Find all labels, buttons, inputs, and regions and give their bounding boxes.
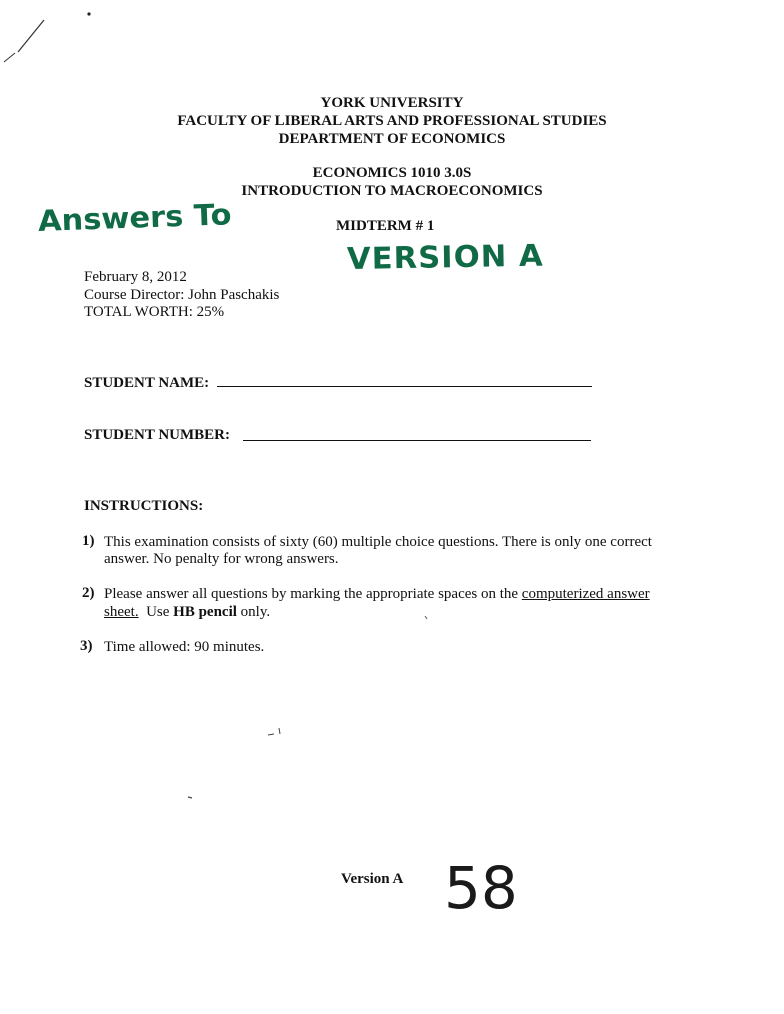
instructions-heading: INSTRUCTIONS:	[84, 498, 204, 514]
hb-pencil-text: HB pencil	[173, 604, 237, 620]
handwritten-version-label: VERSION A	[346, 238, 544, 277]
instruction-text-1b: answer. No penalty for wrong answers.	[104, 551, 339, 567]
course-director: Course Director: John Paschakis	[84, 287, 280, 303]
version-label: Version A	[341, 871, 404, 887]
instruction-text-2b-pre: Use	[138, 604, 174, 620]
stray-pen-mark	[0, 0, 120, 70]
total-worth: TOTAL WORTH: 25%	[84, 304, 225, 320]
instruction-text-1a: This examination consists of sixty (60) multiple choice questions. There is only one correct	[104, 534, 652, 550]
score-text: 58	[444, 854, 518, 922]
handwritten-answers-to: Answers To	[37, 197, 233, 238]
student-name-field[interactable]	[217, 386, 592, 387]
student-number-field[interactable]	[243, 440, 591, 441]
handwritten-score	[440, 852, 540, 922]
exam-title: MIDTERM # 1	[336, 218, 435, 234]
instruction-number-3: 3)	[80, 638, 93, 654]
instruction-text-2b-post: only.	[236, 604, 271, 620]
student-number-label: STUDENT NUMBER:	[84, 427, 230, 443]
faculty-name: FACULTY OF LIBERAL ARTS AND PROFESSIONAL STUDIES	[177, 113, 607, 129]
course-code: ECONOMICS 1010 3.0S	[312, 165, 472, 181]
course-title: INTRODUCTION TO MACROECONOMICS	[241, 183, 543, 199]
student-name-label: STUDENT NAME:	[84, 375, 210, 391]
instruction-text-3: Time allowed: 90 minutes.	[104, 639, 265, 655]
instruction-number-2: 2)	[82, 585, 95, 601]
stray-marks	[180, 600, 440, 810]
university-name: YORK UNIVERSITY	[320, 95, 464, 111]
answer-sheet-text: sheet.	[104, 604, 139, 620]
instruction-text-2a-pre: Please answer all questions by marking the appropriate spaces on the	[104, 586, 522, 602]
department-name: DEPARTMENT OF ECONOMICS	[278, 131, 506, 147]
computerized-answer-text: computerized answer	[521, 586, 650, 602]
exam-date: February 8, 2012	[84, 269, 187, 285]
instruction-number-1: 1)	[82, 533, 95, 549]
